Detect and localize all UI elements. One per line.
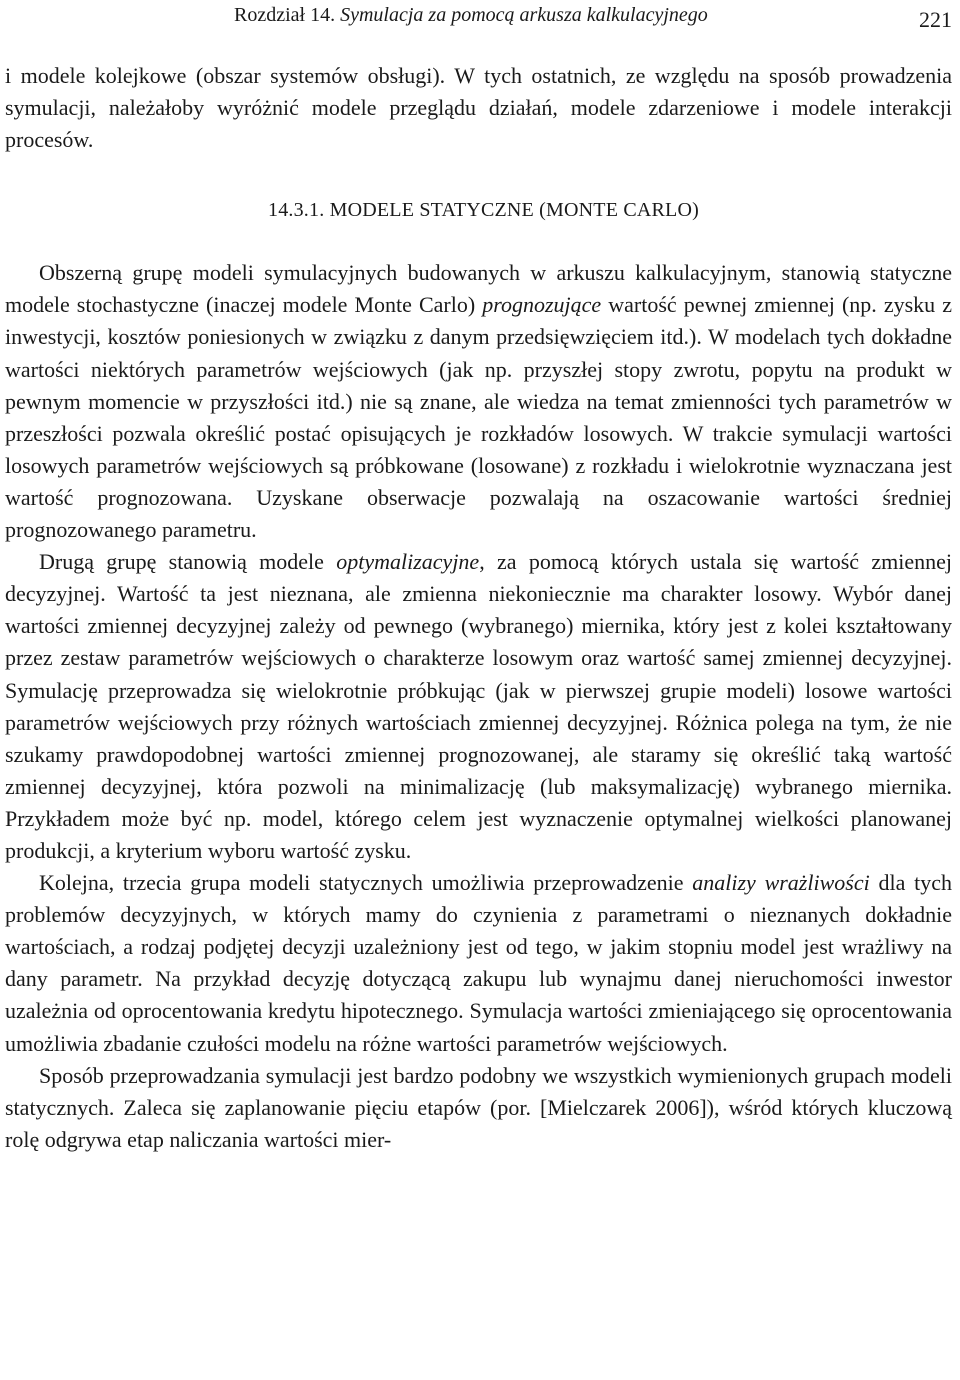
intro-paragraph: i modele kolejkowe (obszar systemów obsługi). W tych ostatnich, ze względu na sposób prowadzenia symulacji, należałoby wyróżnić modele przeglądu działań, modele zdarzeniowe i modele interakcji procesów. bbox=[5, 63, 952, 153]
paragraph-optimization-models bbox=[5, 546, 952, 867]
paragraph-simulation-method: Sposób przeprowadzania symulacji jest bardzo podobny we wszystkich wymienionych grupach modeli statycznych. Zaleca się zaplanowanie pięciu etapów (por. [Mielczarek 2006]), wśród których kluczową rolę odgrywa etap naliczania wartości mier- bbox=[5, 1062, 952, 1152]
emphasis-term: prognozujące bbox=[482, 292, 602, 318]
emphasis-term: optymalizacyjne bbox=[336, 549, 480, 575]
emphasis-term: analizy wrażliwości bbox=[692, 870, 870, 896]
paragraph-static-models bbox=[5, 257, 952, 546]
chapter-label: Rozdział 14. bbox=[234, 4, 336, 26]
paragraph-text: dla tych problemów decyzyjnych, w których mamy do czynienia z parametrami o nieznanych dokładnie wartościach, a rodzaj podjętej decyzji uzależniony jest od tego, w jakim stopniu model jest wrażliwy na dany parametr. Na przykład decyzję dotyczącą zakupu lub wynajmu danej nieruchomości inwestor uzależnia od oprocentowania kredytu hipotecznego. Symulacja wartości zmieniającego się oprocentowania umożliwia zbadanie czułości modelu na różne wartości parametrów wejściowych. bbox=[5, 870, 952, 1056]
section-number: 14.3.1. bbox=[268, 199, 325, 222]
running-header bbox=[0, 0, 960, 40]
section-heading bbox=[5, 194, 952, 226]
paragraph-text: Obszerną grupę modeli symulacyjnych budowanych w arkuszu kalkulacyjnym, stanowią statyczne modele stochastyczne (inaczej modele Monte Carlo) bbox=[5, 260, 952, 318]
paragraph-text: Drugą grupę stanowią modele bbox=[39, 549, 337, 575]
page-number: 221 bbox=[919, 7, 952, 32]
section-title: MODELE STATYCZNE (MONTE CARLO) bbox=[329, 199, 699, 222]
paragraph-text: wartość pewnej zmiennej (np. zysku z inwestycji, kosztów poniesionych w związku z danym przedsięwzięciem itd.). W modelach tych dokładne wartości niektórych parametrów wejściowych (jak np. przyszłej stopy zwrotu, popytu na produkt w pewnym momencie w przyszłości itd.) nie są znane, ale wiedza na temat zmienności tych parametrów w przeszłości pozwala określić postać opisujących je rozkładów losowych. W trakcie symulacji wartości losowych parametrów wejściowych są próbkowane (losowane) z rozkładu i wielokrotnie wyznaczana jest wartość prognozowana. Uzyskane obserwacje pozwalają na oszacowanie wartości średniej prognozowanego parametru. bbox=[5, 292, 952, 543]
paragraph-sensitivity-analysis bbox=[5, 867, 952, 1060]
body-text bbox=[5, 60, 952, 1156]
paragraph-text: , za pomocą których ustala się wartość zmiennej decyzyjnej. Wartość ta jest nieznana, ale zmienna niekoniecznie ma charakter losowy. Wybór danej wartości zmiennej decyzyjnej zależy od pewnego (wybranego) miernika, który jest z kolei kształtowany przez zestaw parametrów wejściowych o charakterze losowym oraz wartość samej zmiennej decyzyjnej. Symulację przeprowadza się wielokrotnie próbkując (jak w pierwszej grupie modeli) losowe wartości parametrów wejściowych przy różnych wartościach zmiennej decyzyjnej. Różnica polega na tym, że nie szukamy prawdopodobnej wartości zmiennej prognozowanej, ale staramy się określić taką wartość zmiennej decyzyjnej, która pozwoli na minimalizację (lub maksymalizację) wybranego miernika. Przykładem może być np. model, którego celem jest wyznaczenie optymalnej wielkości planowanej produkcji, a kryterium wyboru wartość zysku. bbox=[5, 549, 952, 863]
paragraph-text: Kolejna, trzecia grupa modeli statycznych umożliwia przeprowadzenie bbox=[39, 870, 693, 896]
chapter-reference bbox=[234, 0, 708, 30]
chapter-title: Symulacja za pomocą arkusza kalkulacyjnego bbox=[340, 4, 708, 26]
